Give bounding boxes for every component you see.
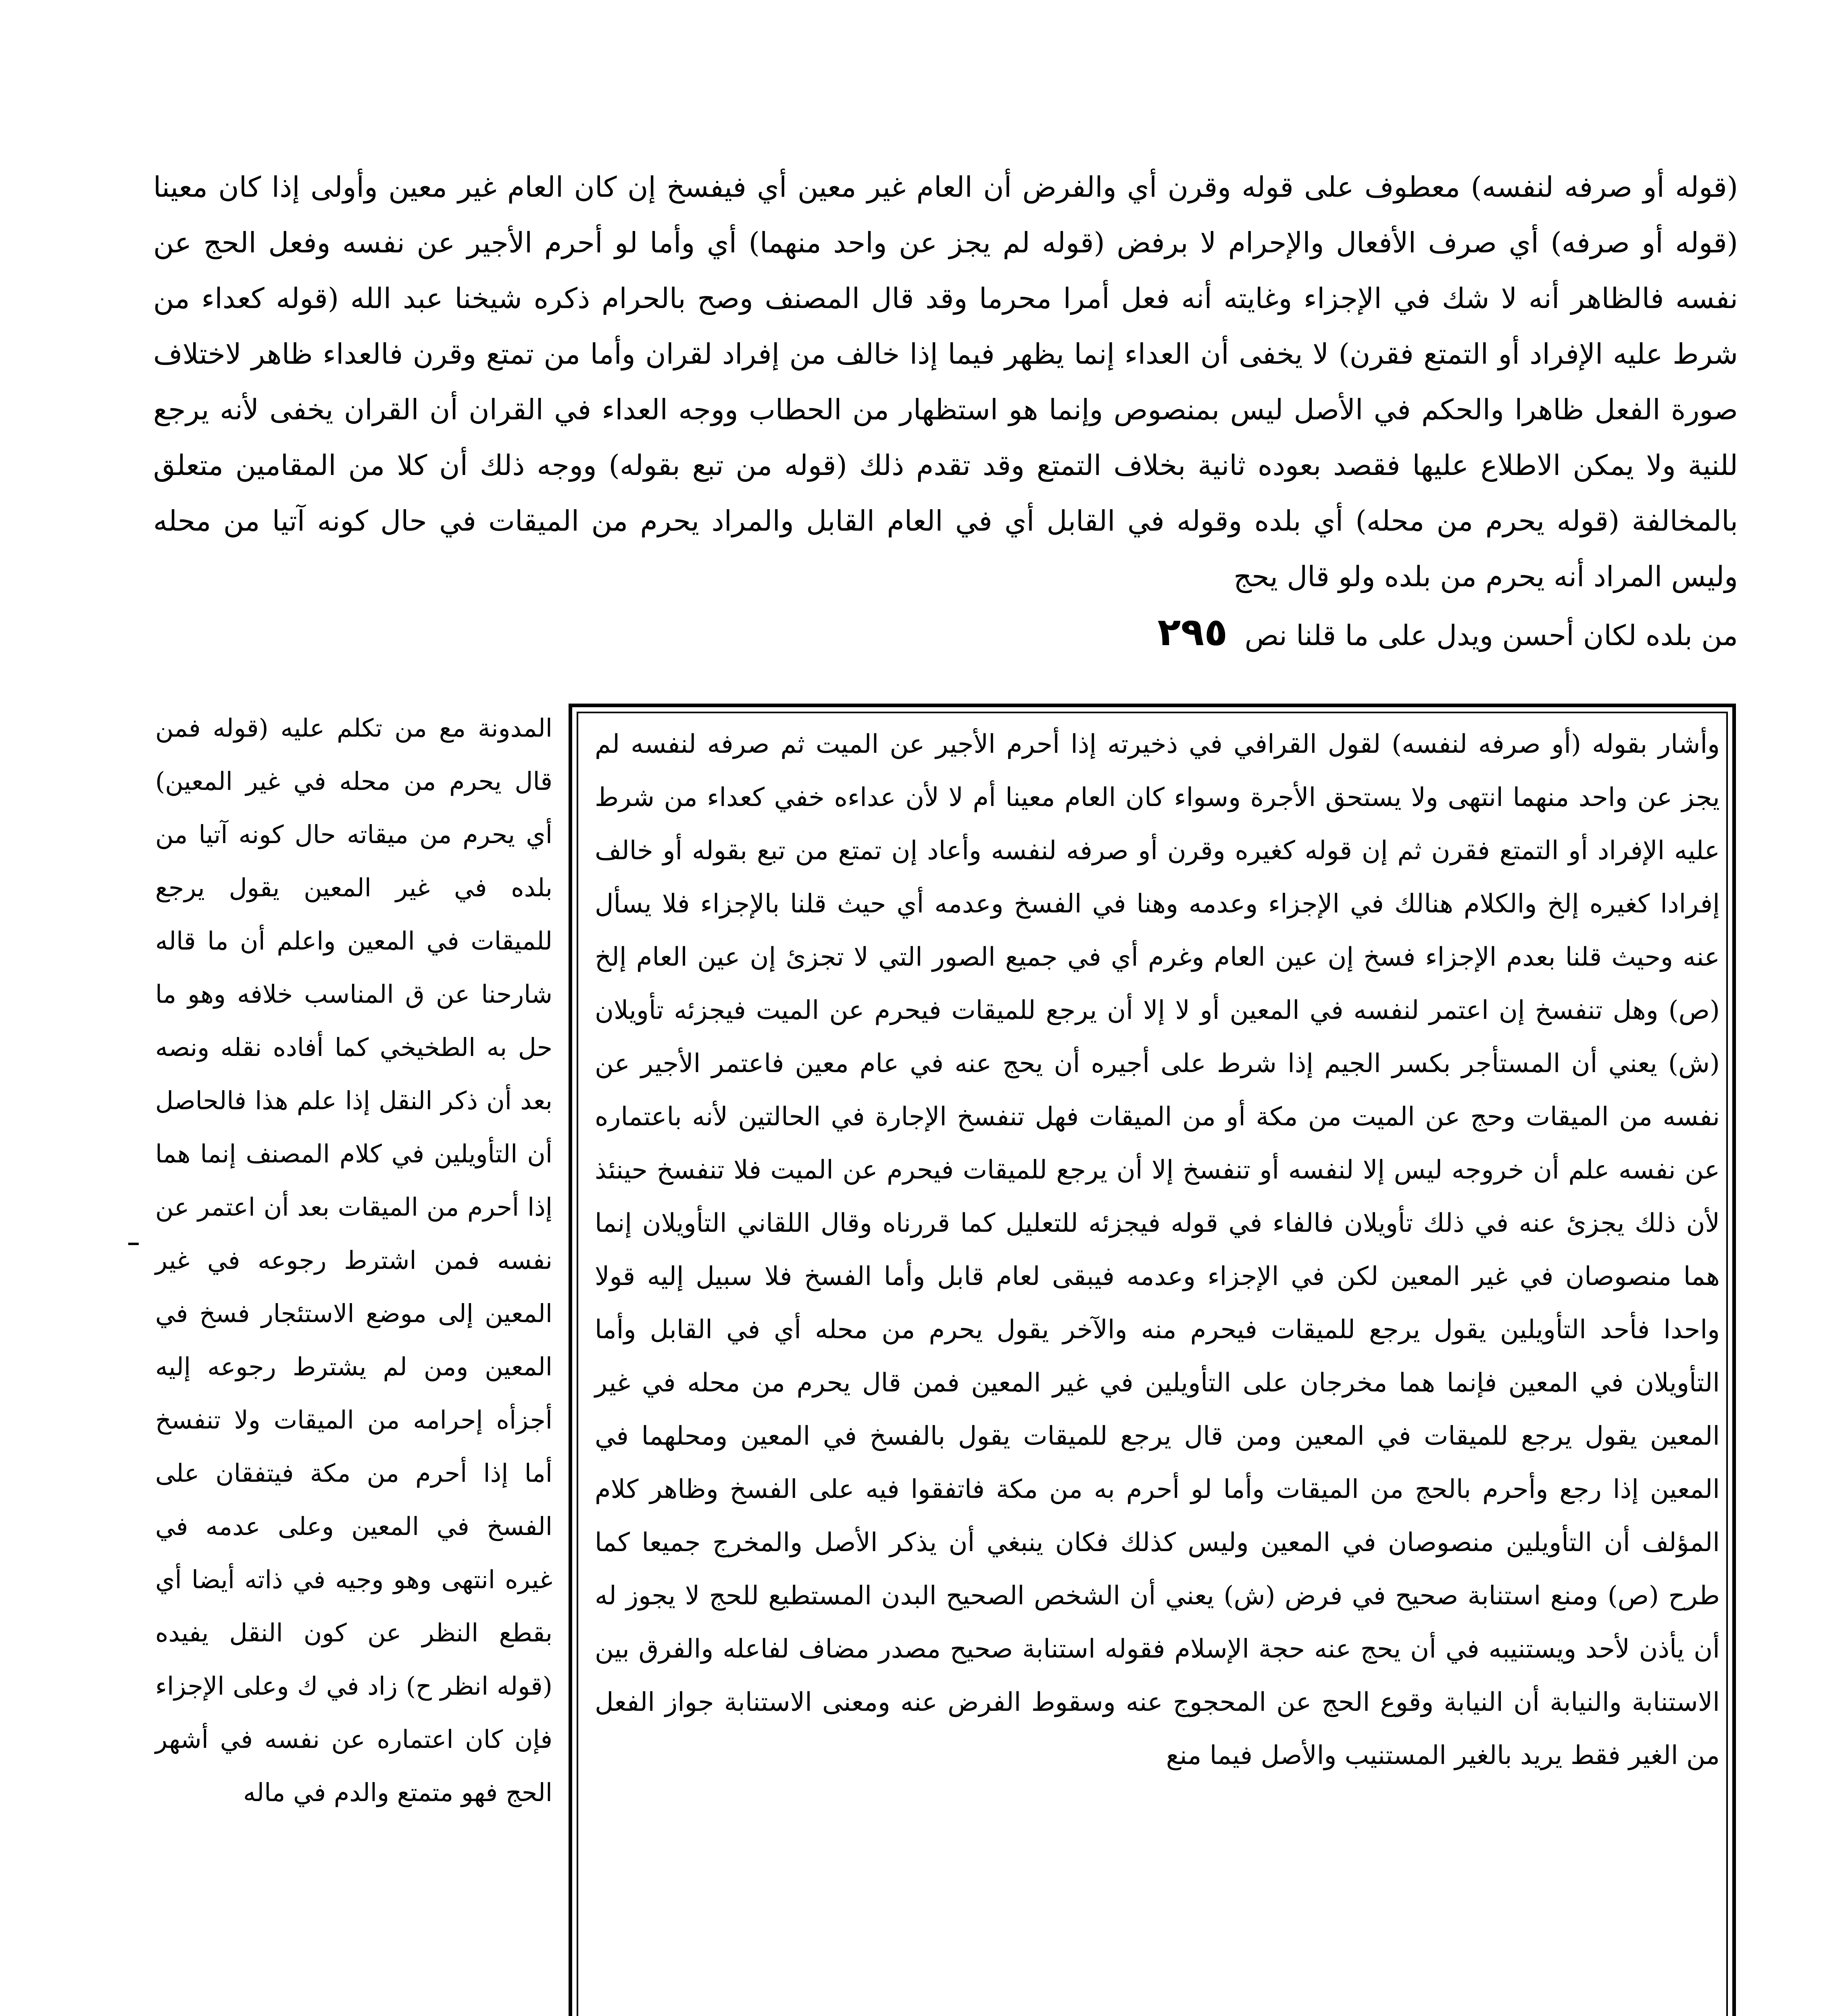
top-tail-text: من بلده لكان أحسن ويدل على ما قلنا نص bbox=[1244, 619, 1738, 652]
framed-commentary bbox=[595, 718, 1720, 1782]
top-text-block bbox=[153, 159, 1738, 663]
top-paragraph: (قوله أو صرفه لنفسه) معطوف على قوله وقرن أي والفرض أن العام غير معين أي فيفسخ إن كان العام غير معين وأولى إذا كان معينا (قوله أو صرفه) أي صرف الأفعال والإحرام لا برفض (قوله لم يجز عن واحد منهما) أي وأما لو أحرم الأجير عن نفسه وفعل الحج عن نفسه فالظاهر أنه لا شك في الإجزاء وغايته أنه فعل أمرا محرما وقد قال المصنف وصح بالحرام ذكره شيخنا عبد الله (قوله كعداء من شرط عليه الإفراد أو التمتع فقرن) لا يخفى أن العداء إنما يظهر فيما إذا خالف من إفراد لقران وأما من تمتع وقرن فالعداء ظاهر لاختلاف صورة الفعل ظاهرا والحكم في الأصل ليس بمنصوص وإنما هو استظهار من الحطاب ووجه العداء في القران أن القران يخفى لأنه يرجع للنية ولا يمكن الاطلاع عليها فقصد بعوده ثانية بخلاف التمتع وقد تقدم ذلك (قوله من تبع بقوله) ووجه ذلك أن كلا من المقامين متعلق بالمخالفة (قوله يحرم من محله) أي بلده وقوله في القابل أي في العام القابل والمراد يحرم من الميقات في حال كونه آتيا من محله وليس المراد أنه يحرم من بلده ولو قال يحج bbox=[153, 171, 1738, 593]
page-number: ٢٩٥ bbox=[1157, 610, 1228, 654]
margin-mark bbox=[128, 1243, 139, 1245]
top-last-line bbox=[153, 604, 1738, 663]
marginal-text: المدونة مع من تكلم عليه (قوله فمن قال يحرم من محله في غير المعين) أي يحرم من ميقاته حال كونه آتيا من بلده في غير المعين يقول يرجع للميقات في المعين واعلم أن ما قاله شارحنا عن ق المناسب خلافه وهو ما حل به الطخيخي كما أفاده نقله ونصه بعد أن ذكر النقل إذا علم هذا فالحاصل أن التأويلين في كلام المصنف إنما هما إذا أحرم من الميقات بعد أن اعتمر عن نفسه فمن اشترط رجوعه في غير المعين إلى موضع الاستئجار فسخ في المعين ومن لم يشترط رجوعه إليه أجزأه إحرامه من الميقات ولا تنفسخ أما إذا أحرم من مكة فيتفقان على الفسخ في المعين وعلى عدمه في غيره انتهى وهو وجيه في ذاته أيضا أي بقطع النظر عن كون النقل يفيده (قوله انظر ح) زاد في ك وعلى الإجزاء فإن كان اعتماره عن نفسه في أشهر الحج فهو متمتع والدم في ماله bbox=[155, 713, 552, 1807]
commentary-text: وأشار بقوله (أو صرفه لنفسه) لقول القرافي في ذخيرته إذا أحرم الأجير عن الميت ثم صرفه لنفسه لم يجز عن واحد منهما انتهى ولا يستحق الأجرة وسواء كان العام معينا أم لا لأن عداءه خفي كعداء من شرط عليه الإفراد أو التمتع فقرن ثم إن قوله كغيره وقرن أو صرفه لنفسه وأعاد إن تمتع من تبع بقوله أو خالف إفرادا كغيره إلخ والكلام هنالك في الإجزاء وعدمه وهنا في الفسخ وعدمه أي حيث قلنا بالإجزاء فلا يسأل عنه وحيث قلنا بعدم الإجزاء فسخ إن عين العام وغرم أي في جميع الصور التي لا تجزئ إن عين العام إلخ (ص) وهل تنفسخ إن اعتمر لنفسه في المعين أو لا إلا أن يرجع للميقات فيحرم عن الميت فيجزئه تأويلان (ش) يعني أن المستأجر بكسر الجيم إذا شرط على أجيره أن يحج عنه في عام معين فاعتمر الأجير عن نفسه من الميقات وحج عن الميت من مكة أو من الميقات فهل تنفسخ الإجارة في الحالتين لأنه باعتماره عن نفسه علم أن خروجه ليس إلا لنفسه أو تنفسخ إلا أن يرجع للميقات فيحرم عن الميت فلا تنفسخ حينئذ لأن ذلك يجزئ عنه في ذلك تأويلان فالفاء في قوله فيجزئه للتعليل كما قررناه وقال اللقاني التأويلان إنما هما منصوصان في غير المعين لكن في الإجزاء وعدمه فيبقى لعام قابل وأما الفسخ فلا سبيل إليه قولا واحدا فأحد التأويلين يقول يرجع للميقات فيحرم منه والآخر يقول يحرم من محله أي في القابل وأما التأويلان في المعين فإنما هما مخرجان على التأويلين في غير المعين فمن قال يحرم من محله في غير المعين يقول يرجع للميقات في المعين ومن قال يرجع للميقات يقول بالفسخ في المعين ومحلهما في المعين إذا رجع وأحرم بالحج من الميقات وأما لو أحرم به من مكة فاتفقوا فيه على الفسخ وظاهر كلام المؤلف أن التأويلين منصوصان في المعين وليس كذلك فكان ينبغي أن يذكر الأصل والمخرج جميعا كما طرح (ص) ومنع استنابة صحيح في فرض (ش) يعني أن الشخص الصحيح البدن المستطيع للحج لا يجوز له أن يأذن لأحد ويستنيبه في أن يحج عنه حجة الإسلام فقوله استنابة صحيح مصدر مضاف لفاعله والفرق بين الاستنابة والنيابة أن النيابة وقوع الحج عن المحجوج عنه وسقوط الفرض عنه ومعنى الاستنابة جواز الفعل من الغير فقط يريد بالغير المستنيب والأصل فيما منع bbox=[595, 729, 1720, 1770]
marginal-gloss bbox=[155, 702, 552, 1819]
